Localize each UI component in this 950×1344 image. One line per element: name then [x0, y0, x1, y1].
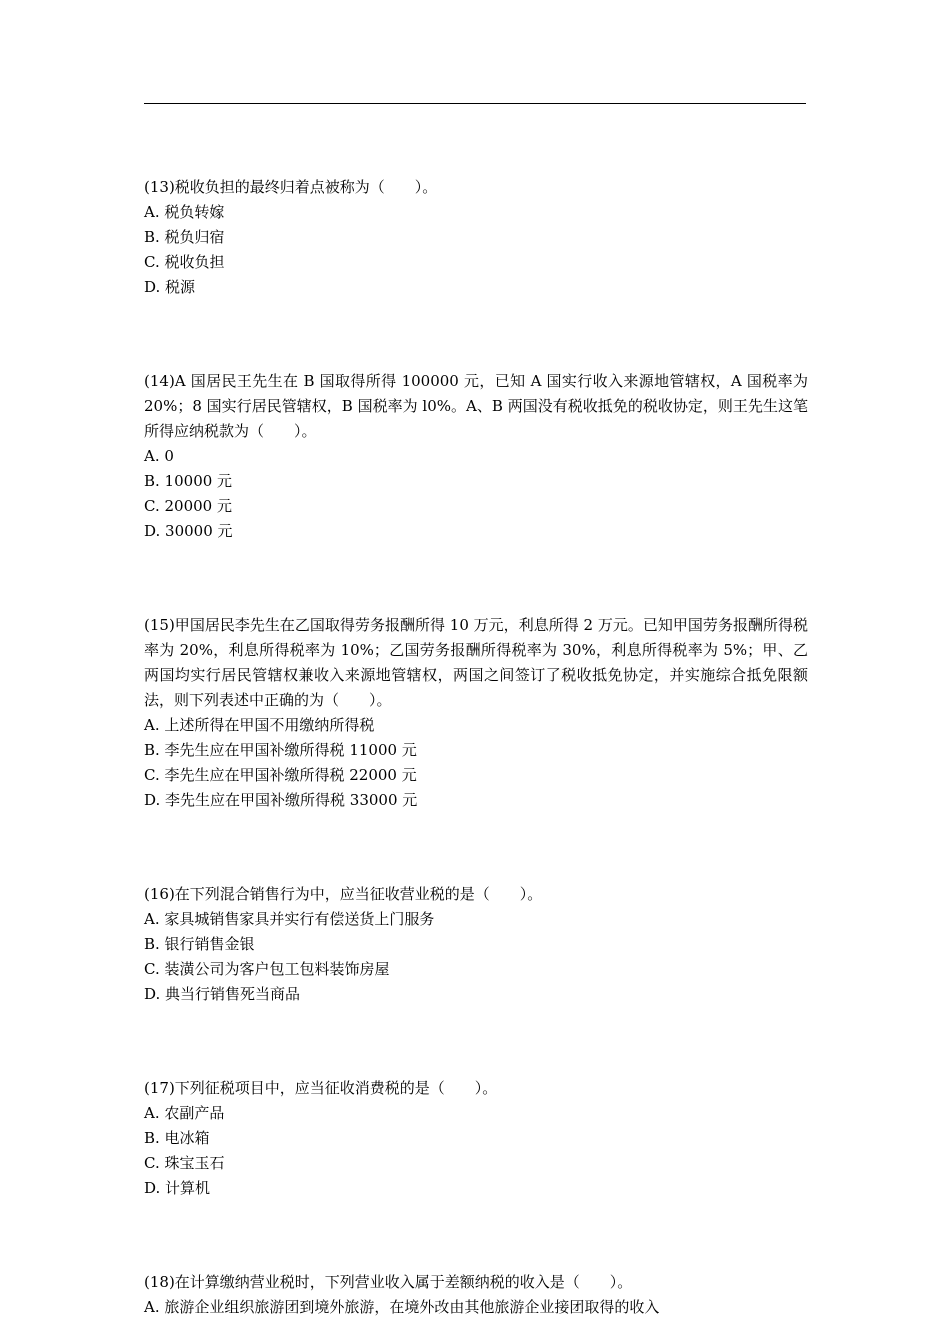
document-body [144, 175, 808, 1320]
option-a: A. 上述所得在甲国不用缴纳所得税 [144, 716, 375, 734]
question-stem: (18)在计算缴纳营业税时，下列营业收入属于差额纳税的收入是（ ）。 [144, 1273, 633, 1291]
option-d: D. 典当行销售死当商品 [144, 985, 301, 1003]
option-a: A. 旅游企业组织旅游团到境外旅游，在境外改由其他旅游企业接团取得的收入 [144, 1298, 660, 1316]
option-d: D. 计算机 [144, 1179, 211, 1197]
question-13 [144, 175, 808, 300]
option-a: A. 0 [144, 447, 174, 465]
option-b: B. 电冰箱 [144, 1129, 210, 1147]
option-b: B. 银行销售金银 [144, 935, 255, 953]
option-a: A. 家具城销售家具并实行有偿送货上门服务 [144, 910, 435, 928]
question-15 [144, 613, 808, 813]
option-a: A. 税负转嫁 [144, 203, 225, 221]
question-stem: (16)在下列混合销售行为中，应当征收营业税的是（ ）。 [144, 885, 543, 903]
question-stem: (14)A 国居民王先生在 B 国取得所得 100000 元，已知 A 国实行收入来源地管辖权，A 国税率为 20%；8 国实行居民管辖权，B 国税率为 l0%。A、B 两国没有税收抵免的税收协定，则王先生这笔所得应纳税款为（ ）。 [144, 372, 808, 440]
option-d: D. 李先生应在甲国补缴所得税 33000 元 [144, 791, 418, 809]
option-a: A. 农副产品 [144, 1104, 225, 1122]
question-18 [144, 1270, 808, 1320]
option-c: C. 李先生应在甲国补缴所得税 22000 元 [144, 766, 417, 784]
question-16 [144, 882, 808, 1007]
option-b: B. 10000 元 [144, 472, 233, 490]
option-b: B. 税负归宿 [144, 228, 225, 246]
question-stem: (13)税收负担的最终归着点被称为（ ）。 [144, 178, 438, 196]
question-17 [144, 1076, 808, 1201]
option-c: C. 珠宝玉石 [144, 1154, 225, 1172]
option-c: C. 20000 元 [144, 497, 232, 515]
option-c: C. 装潢公司为客户包工包料装饰房屋 [144, 960, 390, 978]
header-rule [144, 103, 806, 104]
question-14 [144, 369, 808, 544]
option-d: D. 税源 [144, 278, 196, 296]
option-b: B. 李先生应在甲国补缴所得税 11000 元 [144, 741, 417, 759]
option-c: C. 税收负担 [144, 253, 225, 271]
question-stem: (15)甲国居民李先生在乙国取得劳务报酬所得 10 万元，利息所得 2 万元。已知甲国劳务报酬所得税率为 20%，利息所得税率为 10%；乙国劳务报酬所得税率为 30%，利息所得税率为 5%；甲、乙两国均实行居民管辖权兼收入来源地管辖权，两国之间签订了税收抵免协定，并实施综合抵免限额法，则下列表述中正确的为（ ）。 [144, 616, 808, 709]
option-d: D. 30000 元 [144, 522, 233, 540]
question-stem: (17)下列征税项目中，应当征收消费税的是（ ）。 [144, 1079, 498, 1097]
